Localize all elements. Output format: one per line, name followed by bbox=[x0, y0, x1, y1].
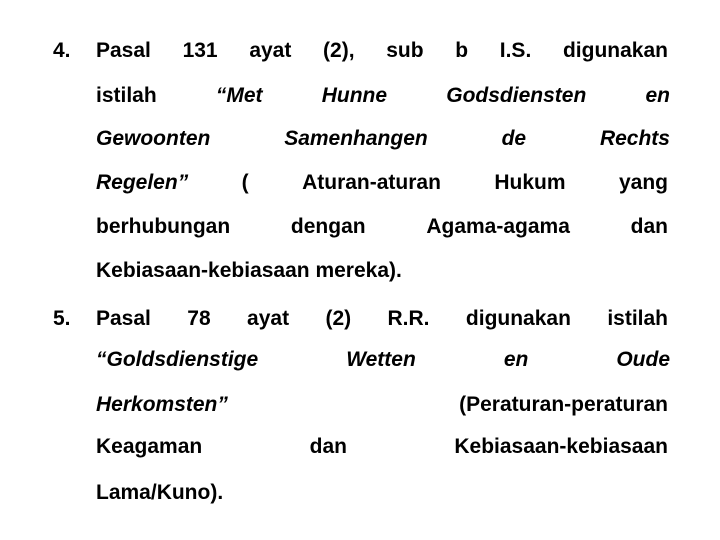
word: 78 bbox=[187, 307, 211, 330]
word: (2), bbox=[323, 39, 355, 62]
word: dan bbox=[309, 435, 347, 458]
item-4-line-5 bbox=[96, 214, 668, 240]
word: I.S. bbox=[499, 39, 532, 62]
word: 131 bbox=[182, 39, 218, 62]
item-4-number: 4. bbox=[53, 39, 71, 62]
item-4-line-3 bbox=[96, 126, 670, 152]
word: Hukum bbox=[494, 171, 566, 194]
word: dan bbox=[630, 215, 668, 238]
word: istilah bbox=[96, 84, 157, 107]
word: Agama-agama bbox=[426, 215, 570, 238]
word: Pasal bbox=[96, 39, 151, 62]
word: en bbox=[503, 348, 529, 371]
word: digunakan bbox=[465, 307, 571, 330]
word: (2) bbox=[325, 307, 352, 330]
item-4-line-1 bbox=[96, 38, 668, 64]
item-4-line-6: Kebiasaan-kebiasaan mereka). bbox=[96, 259, 402, 282]
item-5-line-5: Lama/Kuno). bbox=[96, 481, 224, 504]
word: ayat bbox=[247, 307, 290, 330]
word: ( bbox=[241, 171, 249, 194]
word: “Goldsdienstige bbox=[96, 348, 259, 371]
word: sub bbox=[386, 39, 424, 62]
word: “Met bbox=[215, 84, 263, 107]
word: ayat bbox=[249, 39, 292, 62]
word: Oude bbox=[616, 348, 670, 371]
word: R.R. bbox=[387, 307, 430, 330]
word: digunakan bbox=[562, 39, 668, 62]
word: Wetten bbox=[346, 348, 416, 371]
word: Gewoonten bbox=[96, 127, 211, 150]
word: (Peraturan-peraturan bbox=[459, 393, 668, 416]
word: Samenhangen bbox=[284, 127, 428, 150]
word: Regelen” bbox=[96, 171, 189, 194]
word: dengan bbox=[290, 215, 366, 238]
word: Rechts bbox=[599, 127, 670, 150]
item-5-line-1 bbox=[96, 306, 668, 332]
item-5-line-2 bbox=[96, 347, 670, 373]
word: Pasal bbox=[96, 307, 151, 330]
item-5-line-4 bbox=[96, 434, 668, 460]
item-5-line-3 bbox=[96, 392, 668, 418]
word: Hunne bbox=[321, 84, 388, 107]
word: b bbox=[455, 39, 469, 62]
item-4-line-4 bbox=[96, 170, 668, 196]
item-5-number: 5. bbox=[53, 307, 71, 330]
word: Godsdiensten bbox=[446, 84, 587, 107]
word: de bbox=[501, 127, 527, 150]
word: Aturan-aturan bbox=[302, 171, 441, 194]
word: Kebiasaan-kebiasaan bbox=[454, 435, 668, 458]
word: Keagaman bbox=[96, 435, 203, 458]
word: en bbox=[645, 84, 670, 107]
word: Herkomsten” bbox=[96, 393, 228, 416]
word: yang bbox=[618, 171, 668, 194]
word: istilah bbox=[607, 307, 668, 330]
word: berhubungan bbox=[96, 215, 231, 238]
item-4-line-2 bbox=[96, 83, 670, 109]
